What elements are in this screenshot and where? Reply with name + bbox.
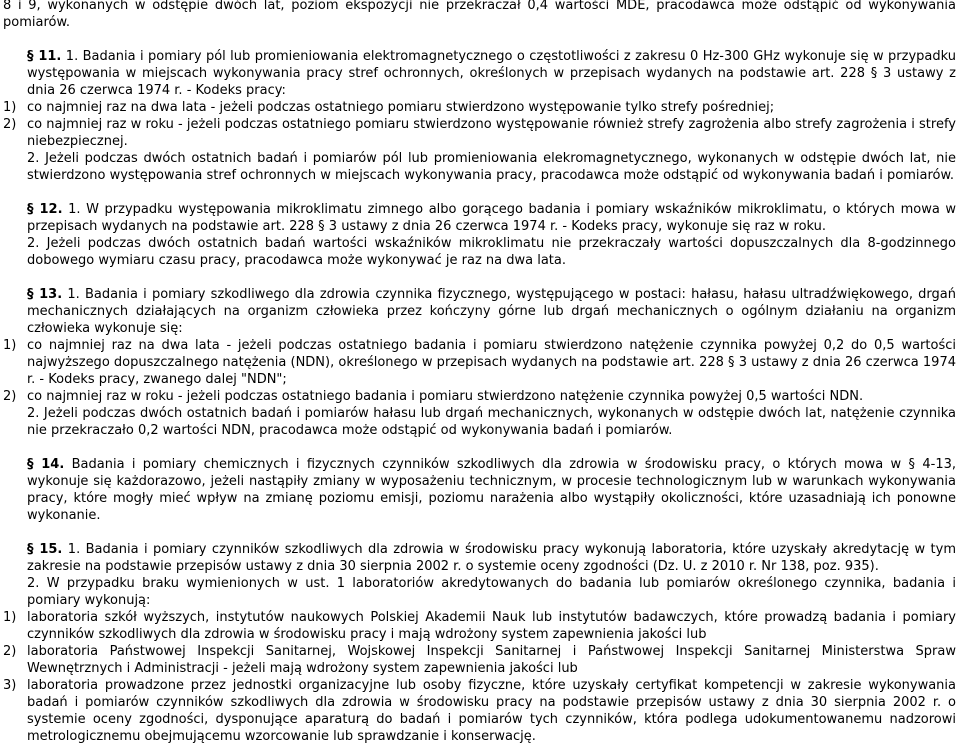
item-text: co najmniej raz w roku - jeżeli podczas ostatniego pomiaru stwierdzono występowanie również strefy zagrożenia albo strefy zagrożenia i strefy niebezpiecznej.	[27, 117, 956, 149]
section-11-item-2	[3, 116, 956, 150]
section-12-paragraph-1	[3, 201, 956, 235]
item-text: co najmniej raz na dwa lata - jeżeli podczas ostatniego badania i pomiaru stwierdzono natężenie czynnika powyżej 0,2 do 0,5 wartości najwyższego dopuszczalnego natężenia (NDN), określonego w przepisach wydanych na podstawie art. 228 § 3 ustawy z dnia 26 czerwca 1974 r. - Kodeks pracy, zwanego dalej "NDN";	[27, 338, 956, 387]
section-11-p1-label: 1.	[65, 49, 79, 64]
item-number: 1)	[3, 610, 17, 625]
item-number: 2)	[3, 117, 17, 132]
section-15-p2-text: W przypadku braku wymienionych w ust. 1 laboratoriów akredytowanych do badania lub pomiarów określonego czynnika, badania i pomiary wykonują:	[27, 576, 956, 608]
section-11-p2-label: 2.	[27, 151, 40, 166]
section-15-p1-text: Badania i pomiary czynników szkodliwych dla zdrowia w środowisku pracy wykonują laboratoria, które uzyskały akredytację w tym zakresie na podstawie przepisów ustawy z dnia 30 sierpnia 2002 r. o systemie oceny zgodności (Dz. U. z 2010 r. Nr 138, poz. 935).	[27, 542, 957, 574]
item-text: co najmniej raz na dwa lata - jeżeli podczas ostatniego pomiaru stwierdzono występowanie tylko strefy pośredniej;	[27, 100, 775, 115]
item-number: 1)	[3, 100, 17, 115]
spacer	[3, 524, 956, 541]
section-11-paragraph-2	[3, 150, 956, 184]
item-number: 2)	[3, 644, 17, 659]
section-13-number: § 13.	[27, 287, 63, 302]
section-15-number: § 15.	[27, 542, 63, 557]
section-14-number: § 14.	[27, 457, 65, 472]
section-13-p1-label: 1.	[67, 287, 80, 302]
section-13-paragraph-2	[3, 405, 956, 439]
spacer	[3, 184, 956, 201]
item-text: laboratoria Państwowej Inspekcji Sanitarnej, Wojskowej Inspekcji Sanitarnej i Państwowej Inspekcji Sanitarnej Ministerstwa Spraw Wewnętrznych i Administracji - jeżeli mają wdrożony system zapewnienia jakości lub	[27, 644, 956, 676]
section-11-number: § 11.	[27, 49, 62, 64]
section-11-p2-text: Jeżeli podczas dwóch ostatnich badań i pomiarów pól lub promieniowania elekromagnetycznego, wykonanych w odstępie dwóch lat, nie stwierdzono występowania stref ochronnych w miejscach wykonywania pracy, pracodawca może odstąpić od wykonywania badań i pomiarów.	[27, 151, 956, 183]
section-14-paragraph	[3, 456, 956, 524]
section-15-item-3	[3, 677, 956, 745]
document-page	[3, 0, 956, 745]
section-13-paragraph-1	[3, 286, 956, 337]
section-12-paragraph-2	[3, 235, 956, 269]
item-text: co najmniej raz w roku - jeżeli podczas ostatniego badania i pomiaru stwierdzono natężenie czynnika powyżej 0,5 wartości NDN.	[27, 389, 864, 404]
section-15-item-2	[3, 643, 956, 677]
section-15-paragraph-2	[3, 575, 956, 609]
section-15-paragraph-1	[3, 541, 956, 575]
spacer	[3, 31, 956, 48]
section-11-p1-text: Badania i pomiary pól lub promieniowania elektromagnetycznego o częstotliwości z zakresu 0 Hz-300 GHz wykonuje się w przypadku występowania w miejscach wykonywania pracy stref ochronnych, określonych w przepisach wydanych na podstawie art. 228 § 3 ustawy z dnia 26 czerwca 1974 r. - Kodeks pracy:	[27, 49, 957, 98]
section-11-item-1	[3, 99, 956, 116]
section-13-p2-label: 2.	[27, 406, 40, 421]
section-12-number: § 12.	[27, 202, 63, 217]
section-12-p2-text: Jeżeli podczas dwóch ostatnich badań wartości wskaźników mikroklimatu nie przekraczały wartości dopuszczalnych dla 8-godzinnego dobowego wymiaru czasu pracy, pracodawca może wykonywać je raz na dwa lata.	[27, 236, 956, 268]
item-text: laboratoria prowadzone przez jednostki organizacyjne lub osoby fizyczne, które uzyskały certyfikat kompetencji w zakresie wykonywania badań i pomiarów czynników szkodliwych dla zdrowia w środowisku pracy na podstawie przepisów ustawy z dnia 30 sierpnia 2002 r. o systemie oceny zgodności, dysponujące aparaturą do badań i pomiarów tych czynników, która podlega udokumentowanemu nadzorowi metrologicznemu obejmującemu wzorcowanie lub sprawdzanie i konserwację.	[27, 678, 956, 744]
section-12-p1-text: W przypadku występowania mikroklimatu zimnego albo gorącego badania i pomiary wskaźników mikroklimatu, o których mowa w przepisach wydanych na podstawie art. 228 § 3 ustawy z dnia 26 czerwca 1974 r. - Kodeks pracy, wykonuje się raz w roku.	[27, 202, 957, 234]
section-13-item-1	[3, 337, 956, 388]
spacer	[3, 269, 956, 286]
item-number: 3)	[3, 678, 17, 693]
item-number: 2)	[3, 389, 17, 404]
section-13-p1-text: Badania i pomiary szkodliwego dla zdrowia czynnika fizycznego, występującego w postaci: hałasu, hałasu ultradźwiękowego, drgań mechanicznych działających na organizm człowieka przez kończyny górne lub drgań mechanicznych o ogólnym działaniu na organizm człowieka wykonuje się:	[27, 287, 956, 336]
section-13-p2-text: Jeżeli podczas dwóch ostatnich badań i pomiarów hałasu lub drgań mechanicznych, wykonanych w odstępie dwóch lat, natężenie czynnika nie przekraczało 0,2 wartości NDN, pracodawca może odstąpić od wykonywania badań i pomiarów.	[27, 406, 956, 438]
section-12-p1-label: 1.	[68, 202, 81, 217]
section-11-paragraph-1	[3, 48, 956, 99]
section-15-p2-label: 2.	[27, 576, 40, 591]
section-12-p2-label: 2.	[27, 236, 40, 251]
section-15-item-1	[3, 609, 956, 643]
intro-paragraph: 8 i 9, wykonanych w odstępie dwóch lat, poziom ekspozycji nie przekraczał 0,4 wartości MDE, pracodawca może odstąpić od wykonywania pomiarów.	[3, 0, 956, 30]
section-14-text: Badania i pomiary chemicznych i fizycznych czynników szkodliwych dla zdrowia w środowisku pracy, o których mowa w § 4-13, wykonuje się każdorazowo, jeżeli nastąpiły zmiany w wyposażeniu technicznym, w procesie technologicznym lub w warunkach wykonywania pracy, które mogły mieć wpływ na zmianę poziomu emisji, poziomu narażenia albo wystąpiły okoliczności, które uzasadniają ich ponowne wykonanie.	[27, 457, 956, 523]
item-number: 1)	[3, 338, 17, 353]
item-text: laboratoria szkół wyższych, instytutów naukowych Polskiej Akademii Nauk lub instytutów badawczych, które prowadzą badania i pomiary czynników szkodliwych dla zdrowia w środowisku pracy i mają wdrożony system zapewnienia jakości lub	[27, 610, 956, 642]
section-13-item-2	[3, 388, 956, 405]
spacer	[3, 439, 956, 456]
section-15-p1-label: 1.	[67, 542, 81, 557]
